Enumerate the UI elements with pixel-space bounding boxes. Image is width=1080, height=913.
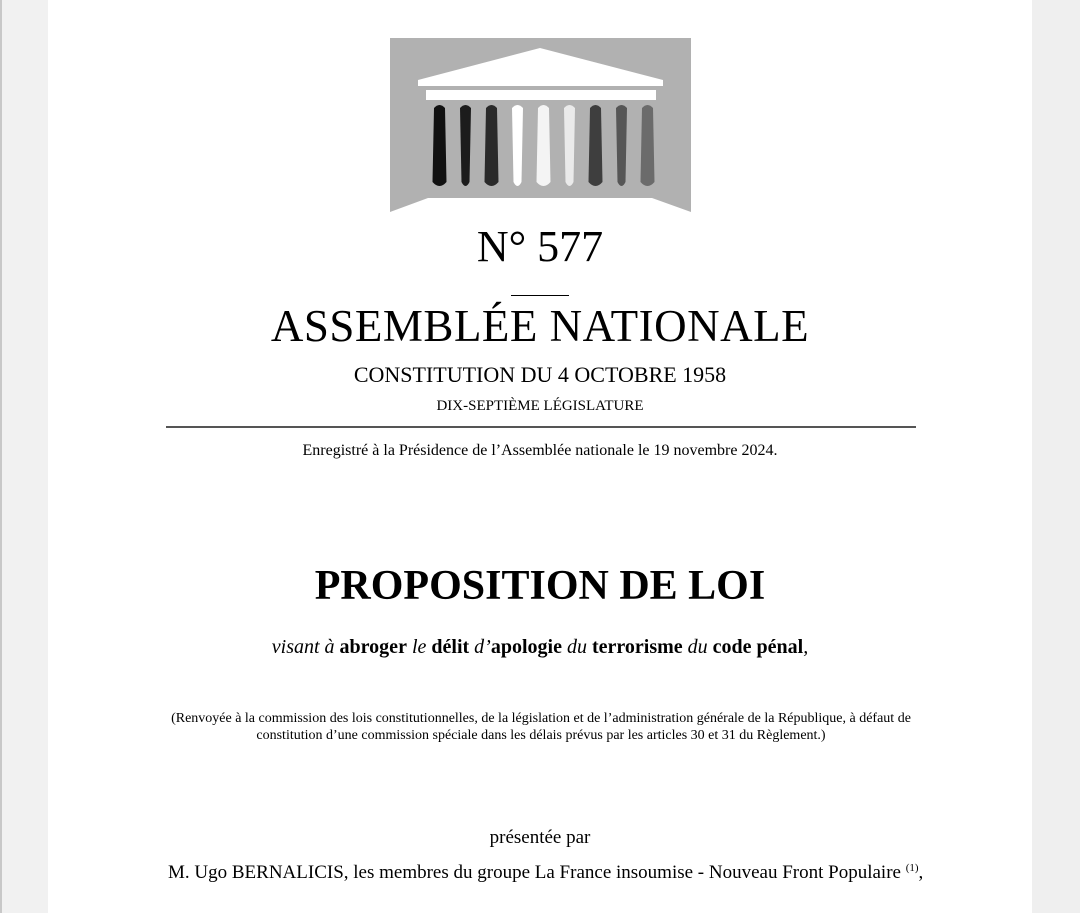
document-title: PROPOSITION DE LOI [314,563,766,609]
subtitle-word: apologie [490,636,562,658]
subtitle-word: code pénal [712,636,804,658]
subtitle-word: du [566,636,587,658]
document-number: N° 577 [476,222,604,271]
logo-column [460,105,471,186]
logo-column [641,105,655,186]
logo-column [485,105,499,186]
logo-column [564,105,575,186]
logo-column [512,105,523,186]
subtitle-word: visant à [271,636,335,658]
title-divider [511,295,569,296]
presented-by: présentée par [489,827,591,848]
logo-column [433,105,447,186]
authors-text: M. Ugo BERNALICIS, les membres du groupe La France insoumise - Nouveau Front Populaire [168,862,901,883]
authors-end: , [918,862,924,883]
assemblee-nationale-logo-icon [390,38,691,212]
logo-column [537,105,551,186]
subtitle-word: le [411,636,427,658]
constitution-line: CONSTITUTION DU 4 OCTOBRE 1958 [353,362,727,387]
legislature-line: DIX-SEPTIÈME LÉGISLATURE [436,398,644,414]
registration-line: Enregistré à la Présidence de l’Assemblée nationale le 19 novembre 2024. [302,442,778,459]
subtitle-word: du [687,636,708,658]
subtitle-word: terrorisme [591,636,683,658]
subtitle-word: abroger [339,636,407,658]
subtitle-word: délit [431,636,470,658]
authors-line [168,861,928,885]
subtitle-word: , [803,636,809,658]
footnote-marker[interactable]: (1) [905,862,919,874]
document-subtitle [0,634,1080,660]
subtitle-word: d’ [474,636,491,658]
header-rule [166,426,916,428]
logo-column [616,105,627,186]
referral-note: (Renvoyée à la commission des lois constitutionnelles, de la législation et de l’administration générale de la République, à défaut de constitution d’une commission spéciale dans les délais prévus par les articles 30 et 31 du Règlement.) [171,711,911,743]
assembly-name: ASSEMBLÉE NATIONALE [270,301,810,351]
logo-column [589,105,603,186]
